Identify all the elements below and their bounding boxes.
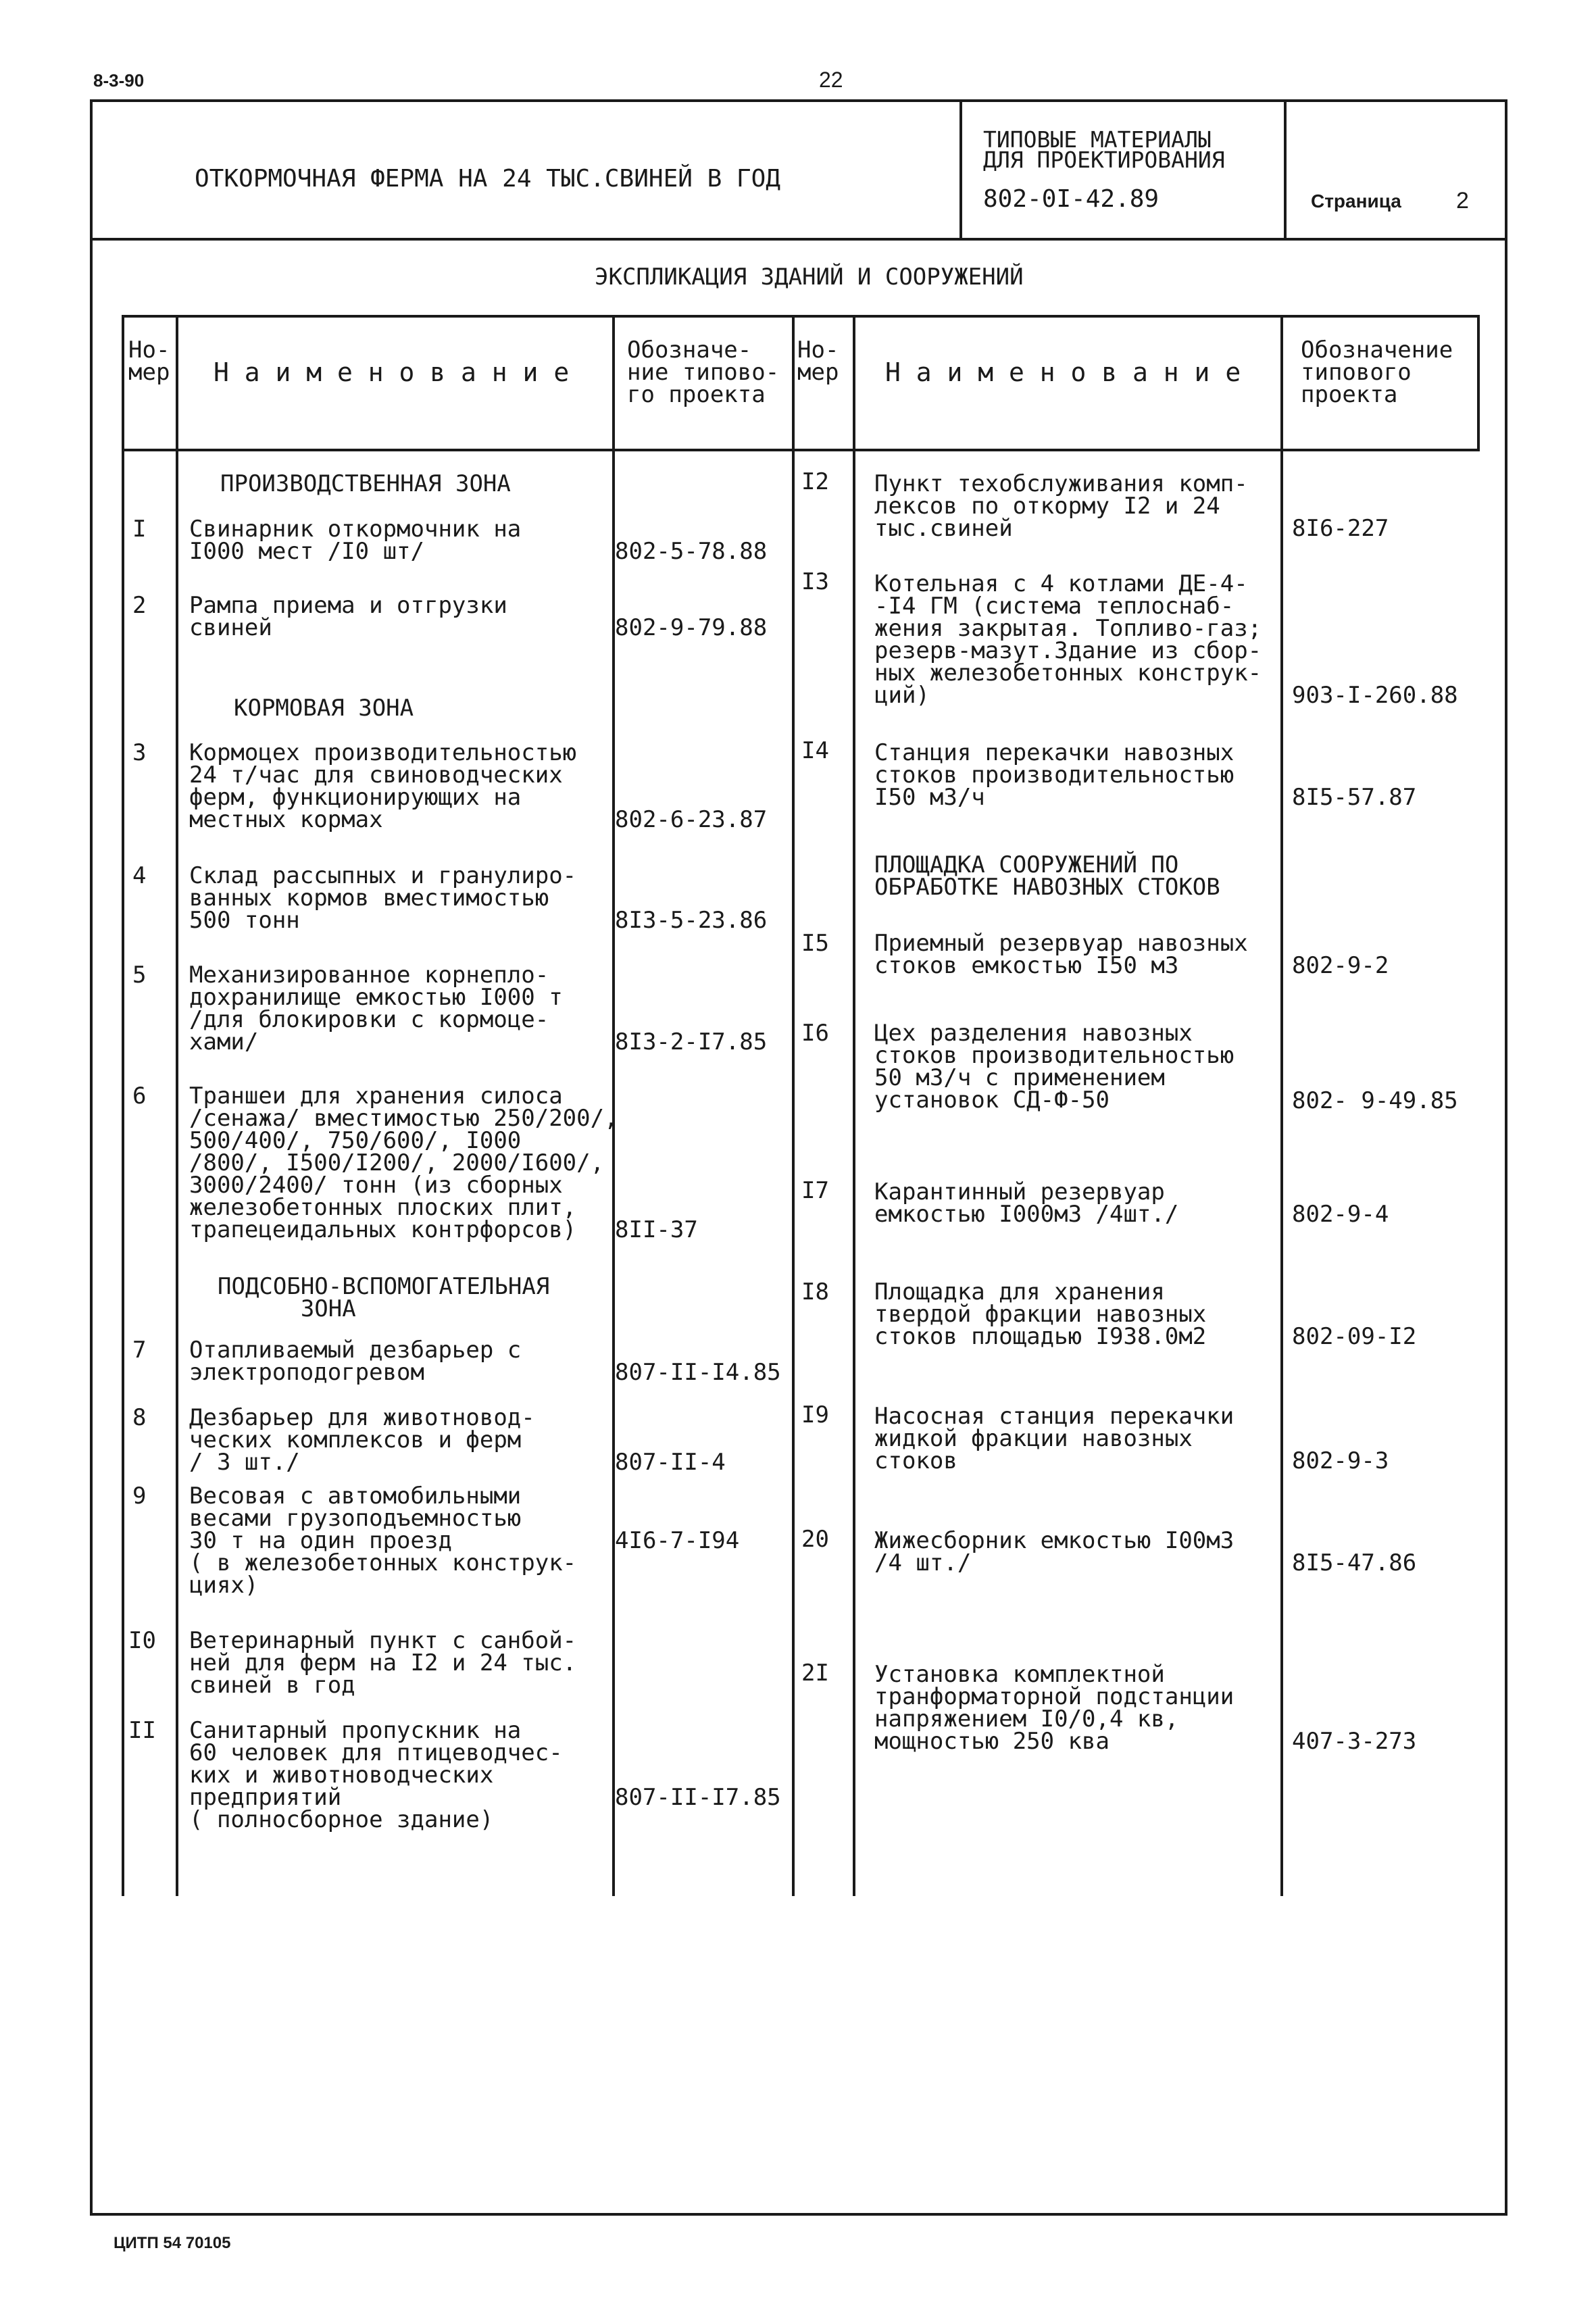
row-code: 802-9-2: [1292, 952, 1389, 979]
row-code: 8II-37: [615, 1216, 698, 1243]
row-code: 807-II-I7.85: [615, 1784, 781, 1811]
row-code: 802-6-23.87: [615, 806, 768, 833]
document-title: ОТКОРМОЧНАЯ ФЕРМА НА 24 ТЫС.СВИНЕЙ В ГОД: [195, 165, 780, 193]
series-code: 802-0I-42.89: [983, 185, 1159, 213]
col-code-right: Обозначение типового проекта: [1301, 337, 1453, 408]
row-name: Приемный резервуар навозных стоков емкостью I50 м3: [874, 930, 1248, 979]
zone-heading: ПРОИЗВОДСТВЕННАЯ ЗОНА: [220, 470, 511, 497]
col-code-left: Обозначе- ние типово- го проекта: [627, 337, 780, 408]
page-number: 22: [819, 68, 843, 92]
row-name: Цех разделения навозных стоков производительностью 50 м3/ч с применением установок СД-Ф-50: [874, 1020, 1235, 1114]
row-number: 3: [132, 739, 147, 766]
row-number: 5: [132, 962, 147, 989]
row-number: I0: [128, 1627, 156, 1654]
col-num-right: Но- мер: [797, 337, 839, 386]
row-number: I3: [801, 568, 829, 595]
series-line1: ТИПОВЫЕ МАТЕРИАЛЫ: [983, 126, 1212, 153]
row-number: I6: [801, 1020, 829, 1047]
row-code: 8I3-2-I7.85: [615, 1028, 768, 1055]
footer-code: ЦИТП 54 70105: [114, 2234, 231, 2252]
row-code: 407-3-273: [1292, 1728, 1417, 1755]
row-name: Карантинный резервуар емкостью I000м3 /4шт./: [874, 1178, 1179, 1228]
page-label: Страница: [1311, 191, 1401, 211]
row-code: 8I6-227: [1292, 515, 1389, 542]
col-name-left: Н а и м е н о в а н и е: [214, 357, 570, 387]
row-number: I2: [801, 468, 829, 495]
row-code: 802-09-I2: [1292, 1323, 1417, 1350]
row-number: I: [132, 516, 147, 543]
row-name: Свинарник откормочник на I000 мест /I0 шт/: [189, 516, 522, 565]
row-name: Насосная станция перекачки жидкой фракции навозных стоков: [874, 1403, 1235, 1474]
row-number: 7: [132, 1337, 147, 1364]
row-name: Установка комплектной транформаторной подстанции напряжением I0/0,4 кв, мощностью 250 ква: [874, 1661, 1235, 1755]
row-code: 903-I-260.88: [1292, 682, 1458, 709]
series-line2: ДЛЯ ПРОЕКТИРОВАНИЯ: [983, 147, 1225, 173]
row-code: 8I5-57.87: [1292, 784, 1417, 811]
row-code: 802-9-79.88: [615, 614, 768, 641]
zone-heading: ПЛОЩАДКА СООРУЖЕНИЙ ПО ОБРАБОТКЕ НАВОЗНЫХ СТОКОВ: [874, 851, 1220, 901]
row-name: Санитарный пропускник на 60 человек для птицеводчес- ких и животноводческих предприятий ( полносборное здание): [189, 1717, 563, 1833]
row-name: Площадка для хранения твердой фракции навозных стоков площадью I938.0м2: [874, 1278, 1207, 1350]
row-name: Котельная с 4 котлами ДЕ-4- -I4 ГМ (система теплоснаб- жения закрытая. Топливо-газ; резерв-мазут.Здание из сбор- ных железобетонных конструк- ций): [874, 570, 1262, 709]
col-num-left: Но- мер: [128, 337, 170, 386]
row-name: Дезбарьер для животновод- ческих комплексов и ферм / 3 шт./: [189, 1404, 535, 1476]
row-name: Склад рассыпных и гранулиро- ванных кормов вместимостью 500 тонн: [189, 862, 577, 934]
row-code: 802-9-3: [1292, 1447, 1389, 1474]
corner-code: 8-3-90: [93, 70, 145, 91]
row-name: Весовая с автомобильными весами грузоподъемностью 30 т на один проезд ( в железобетонных конструк- циях): [189, 1483, 577, 1599]
row-code: 802- 9-49.85: [1292, 1087, 1458, 1114]
row-code: 807-II-4: [615, 1449, 726, 1476]
row-number: 8: [132, 1404, 147, 1431]
row-number: 2I: [801, 1660, 829, 1687]
row-number: II: [128, 1717, 156, 1744]
row-number: 4: [132, 862, 147, 889]
row-code: 4I6-7-I94: [615, 1527, 740, 1554]
row-number: I4: [801, 737, 829, 764]
table-title: ЭКСПЛИКАЦИЯ ЗДАНИЙ И СООРУЖЕНИЙ: [595, 264, 1024, 291]
row-code: 802-9-4: [1292, 1201, 1389, 1228]
row-name: Отапливаемый дезбарьер с электроподогревом: [189, 1337, 522, 1386]
page-value: 2: [1456, 188, 1469, 214]
row-name: Ветеринарный пункт с санбой- ней для ферм на I2 и 24 тыс. свиней в год: [189, 1627, 577, 1699]
row-code: 802-5-78.88: [615, 538, 768, 565]
row-number: I7: [801, 1177, 829, 1204]
col-name-right: Н а и м е н о в а н и е: [885, 357, 1241, 387]
row-code: 807-II-I4.85: [615, 1359, 781, 1386]
row-name: Станция перекачки навозных стоков производительностью I50 м3/ч: [874, 739, 1235, 811]
row-name: Пункт техобслуживания комп- лексов по откорму I2 и 24 тыс.свиней: [874, 470, 1248, 542]
row-number: 20: [801, 1526, 829, 1553]
row-name: Кормоцех производительностью 24 т/час для свиноводческих ферм, функционирующих на местных кормах: [189, 739, 577, 833]
row-number: 6: [132, 1082, 147, 1110]
row-name: Рампа приема и отгрузки свиней: [189, 592, 507, 641]
row-code: 8I5-47.86: [1292, 1549, 1417, 1576]
row-number: 2: [132, 592, 147, 619]
zone-heading: КОРМОВАЯ ЗОНА: [234, 695, 414, 722]
row-number: I5: [801, 930, 829, 957]
zone-heading: ПОДСОБНО-ВСПОМОГАТЕЛЬНАЯ ЗОНА: [218, 1273, 550, 1322]
row-name: Механизированное корнеплo- дохранилище емкостью I000 т /для блокировки с кормоце- хами/: [189, 962, 563, 1055]
row-name: Жижесборник емкостью I00м3 /4 шт./: [874, 1527, 1235, 1576]
row-number: I8: [801, 1278, 829, 1305]
row-code: 8I3-5-23.86: [615, 907, 768, 934]
row-number: I9: [801, 1401, 829, 1428]
row-number: 9: [132, 1483, 147, 1510]
row-name: Траншеи для хранения силоса /сенажа/ вместимостью 250/200/, 500/400/, 750/600/, I000 /800/, I500/I200/, 2000/I600/, 3000/2400/ тонн (из сборных железобетонных плоских плит, трапецеидальных контрфорсов): [189, 1082, 618, 1243]
